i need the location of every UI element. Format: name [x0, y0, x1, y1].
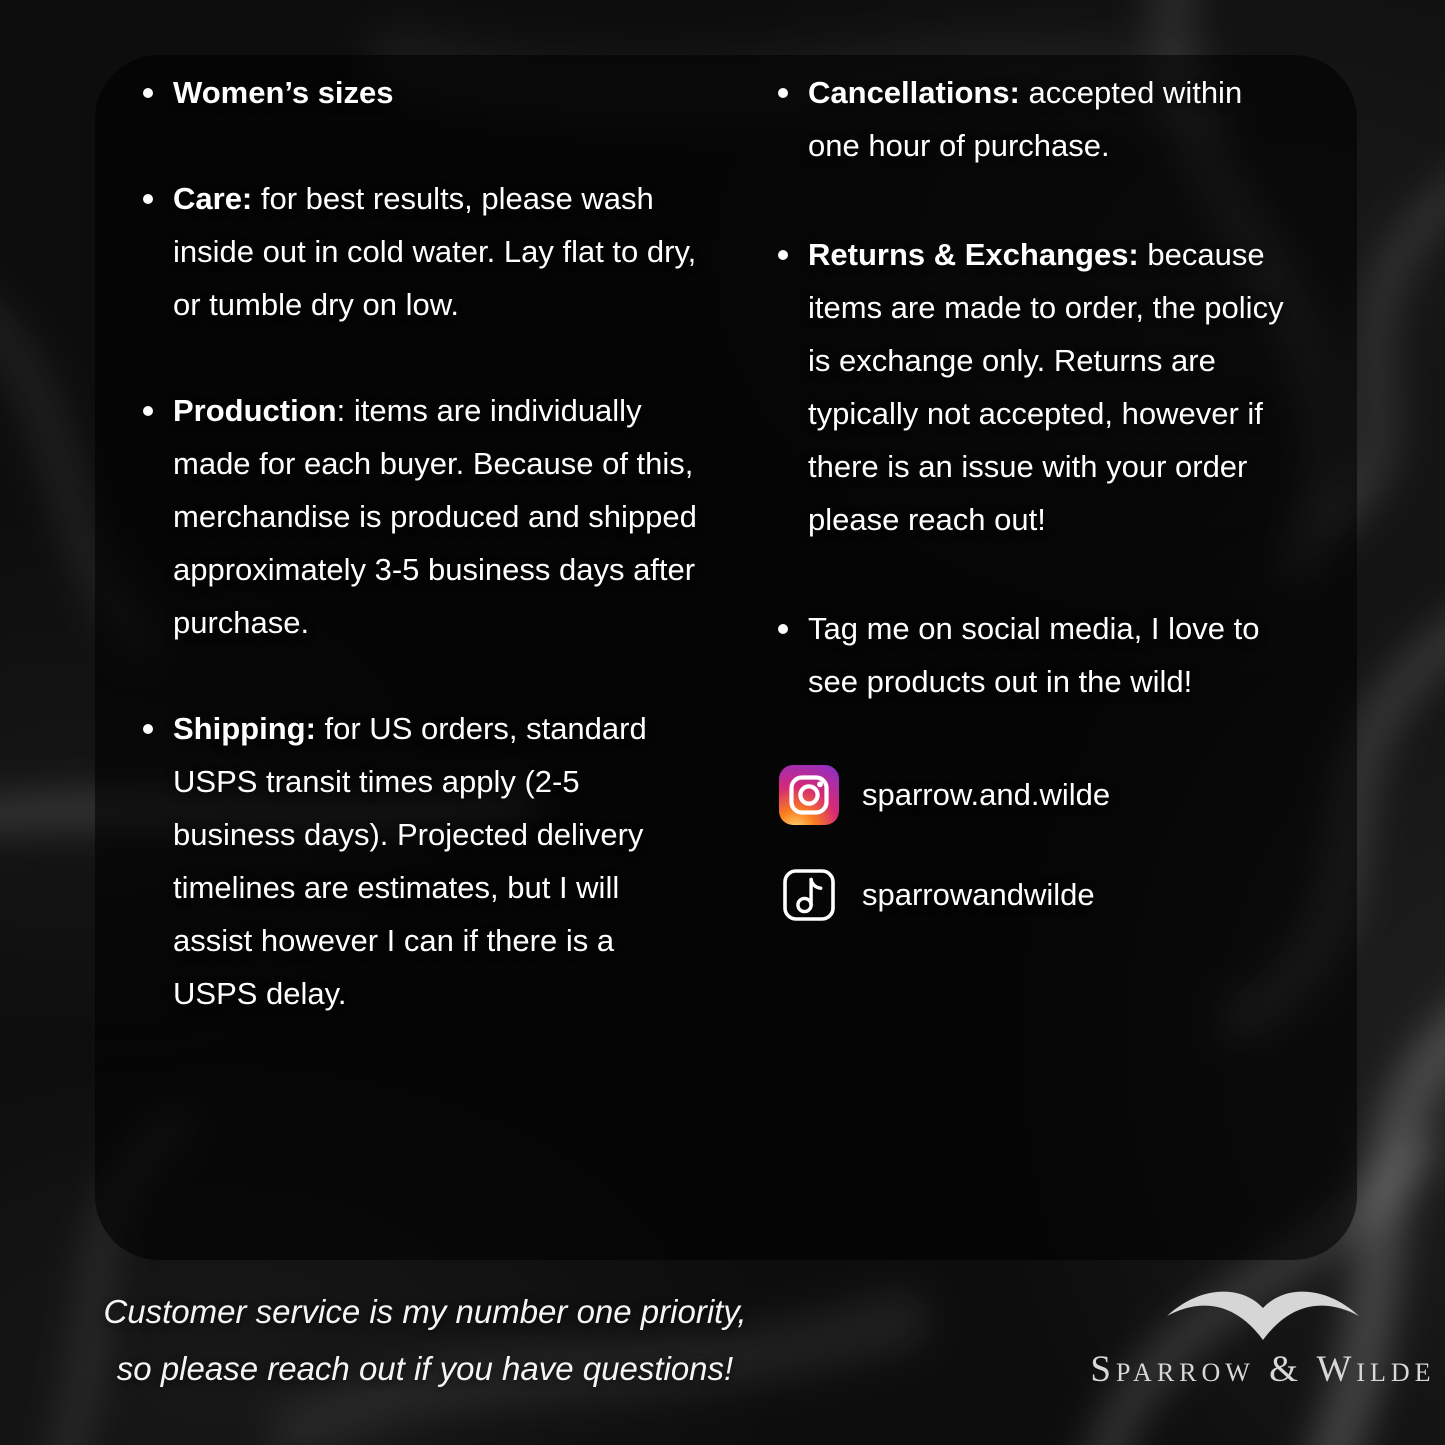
bullet-body: because items are made to order, the policy is exchange only. Returns are typically not accepted, however if there is an issue with your order please reach out! — [808, 237, 1284, 537]
brand-logo — [1083, 1280, 1443, 1391]
tagline-line-1: Customer service is my number one priority, — [103, 1293, 747, 1330]
instagram-handle: sparrow.and.wilde — [862, 777, 1111, 812]
bullet-dot — [778, 624, 788, 634]
bullet-dot — [143, 194, 153, 204]
bullet-dot — [778, 88, 788, 98]
bullet-dot — [143, 724, 153, 734]
brand-name: Sparrow & Wilde — [1090, 1349, 1436, 1390]
bullet-lead: Care: — [173, 181, 253, 216]
instagram-icon — [778, 764, 840, 826]
list-item-returns-exchanges — [778, 228, 1318, 546]
list-item-shipping — [143, 702, 713, 1020]
bullet-dot — [778, 250, 788, 260]
bullet-text — [173, 66, 701, 119]
bullet-text — [808, 602, 1300, 708]
bullet-body: : items are individually made for each buyer. Because of this, merchandise is produced and shipped approximately 3-5 business days after purchase. — [173, 393, 697, 640]
bullet-lead: Women’s sizes — [173, 75, 394, 110]
instagram-row — [778, 764, 1318, 826]
bullet-lead: Production — [173, 393, 337, 428]
bullet-dot — [143, 406, 153, 416]
list-item-care — [143, 172, 713, 331]
social-links — [778, 764, 1318, 926]
tiktok-handle: sparrowandwilde — [862, 877, 1095, 912]
bullet-lead: Returns & Exchanges: — [808, 237, 1139, 272]
bullet-dot — [143, 88, 153, 98]
tiktok-icon — [778, 864, 840, 926]
footer-tagline — [40, 1283, 810, 1397]
tagline-line-2: so please reach out if you have questions! — [116, 1350, 734, 1387]
bullet-body: Tag me on social media, I love to see products out in the wild! — [808, 611, 1260, 699]
bullet-text — [808, 228, 1300, 546]
bullet-lead: Shipping: — [173, 711, 316, 746]
bullet-text — [173, 702, 701, 1020]
list-item-womens-sizes — [143, 66, 713, 119]
bullet-lead: Cancellations: — [808, 75, 1020, 110]
tiktok-row — [778, 864, 1318, 926]
policy-column-right — [778, 66, 1318, 964]
list-item-tag-me — [778, 602, 1318, 708]
bird-icon — [1163, 1280, 1363, 1344]
bullet-text — [808, 66, 1300, 172]
policy-column-left — [143, 66, 713, 1073]
bullet-text — [173, 384, 701, 649]
list-item-production — [143, 384, 713, 649]
bullet-body: for US orders, standard USPS transit times apply (2-5 business days). Projected delivery timelines are estimates, but I will assist however I can if there is a USPS delay. — [173, 711, 647, 1011]
bullet-body: accepted within one hour of purchase. — [808, 75, 1243, 163]
bullet-text — [173, 172, 701, 331]
list-item-cancellations — [778, 66, 1318, 172]
bullet-body: for best results, please wash inside out in cold water. Lay flat to dry, or tumble dry on low. — [173, 181, 697, 322]
